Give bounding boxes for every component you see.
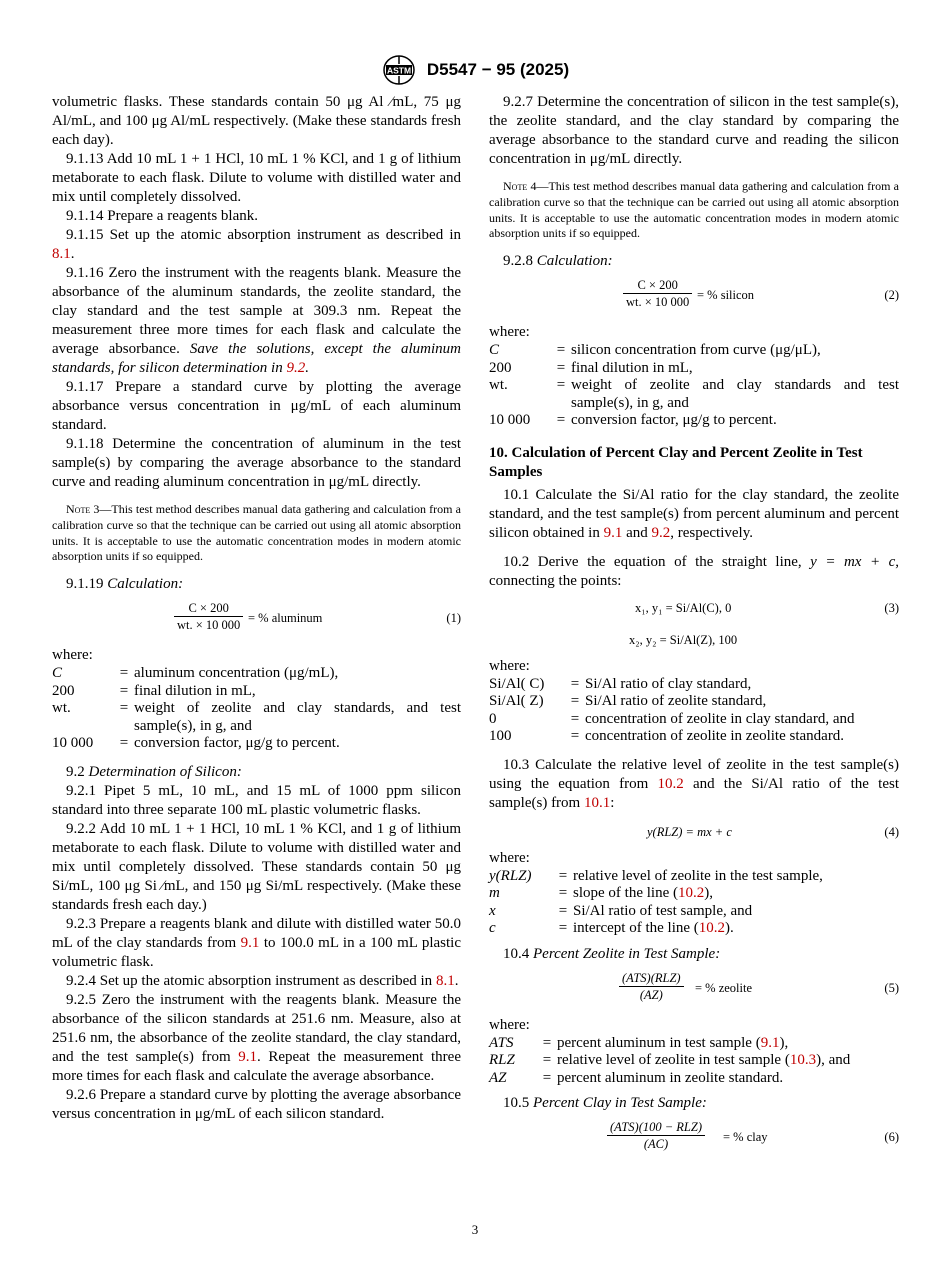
fraction: $\frac{C \times 200}{wt. \times 10 000}$ [623, 277, 692, 310]
paragraph-9-1-16: 9.1.16 Zero the instrument with the reagents blank. Measure the absorbance of the aluminum standards, the zeolite standard, the clay standard and the test sample at 309.3 nm. Repeat the measurement three more times for each flask and calculate the average absorbance. Save the solutions, except the aluminum standards, for silicon determination in 9.2. [52, 265, 461, 376]
section-link[interactable]: 9.2 [651, 524, 671, 541]
left-column [52, 93, 461, 1124]
definition-row: RLZ = relative level of zeolite in test sample (10.3), and [489, 1052, 851, 1069]
definitions-table [489, 676, 899, 746]
equation-number: (2) [884, 288, 899, 303]
paragraph-9-1-13: 9.1.13 Add 10 mL 1 + 1 HCl, 10 mL 1 % KCl, and 1 g of lithium metaborate to each flask. Dilute to volume with distilled water and mix until completely dissolved. [52, 151, 461, 205]
equation-number: (6) [884, 1130, 899, 1145]
paragraph-10-1: 10.1 Calculate the Si/Al ratio for the clay standard, the zeolite standard, and the test sample(s) from percent aluminum and percent silicon obtained in 9.1 and 9.2, respectively. [489, 486, 899, 541]
definitions-table [489, 342, 899, 430]
section-link[interactable]: 9.2 [286, 360, 306, 376]
section-link[interactable]: 10.3 [789, 1052, 817, 1069]
section-link[interactable]: 10.2 [657, 775, 684, 792]
equation-number: (4) [884, 824, 899, 839]
equation-number: (5) [884, 980, 899, 995]
equation-5: (ATS)(RLZ) (AZ) = % zeolite (5) [489, 968, 899, 1008]
paragraph-10-3: 10.3 Calculate the relative level of zeolite in the test sample(s) using the equation from 10.2 and the Si/Al ratio of the test sample(s) from 10.1: [489, 756, 899, 811]
section-link[interactable]: 10.2 [677, 885, 705, 902]
heading-9-2: 9.2 Determination of Silicon: [66, 763, 242, 780]
section-link[interactable]: 9.1 [760, 1034, 780, 1051]
definition-row: 0 = concentration of zeolite in clay standard, and [489, 710, 855, 727]
definition-row: m = slope of the line (10.2), [489, 885, 713, 902]
equation-number: (3) [884, 600, 899, 615]
paragraph-9-2-8: 9.2.8 Calculation: [503, 253, 613, 270]
fraction: $\frac{C \times 200}{wt. \times 10 000}$ [174, 600, 243, 633]
paragraph-9-2-3: 9.2.3 Prepare a reagents blank and dilute with distilled water 50.0 mL of the clay standards from 9.1 to 100.0 mL in a 100 mL plastic volumetric flask. [52, 915, 461, 970]
definition-row: Si/Al( C) = Si/Al ratio of clay standard, [489, 675, 752, 692]
definition-row: 10 000 = conversion factor, μg/g to percent. [52, 735, 340, 752]
svg-text:ASTM: ASTM [386, 65, 411, 76]
paragraph-9-2-1: 9.2.1 Pipet 5 mL, 10 mL, and 15 mL of 1000 ppm silicon standard into three separate 100 mL plastic volumetric flasks. [52, 782, 461, 818]
where-label: where: [52, 647, 93, 664]
section-link[interactable]: 9.1 [240, 934, 260, 951]
equation-1: $\frac{C \times 200}{wt. \times 10 000}$ = % aluminum (1) [52, 598, 461, 638]
equation-4: y(RLZ) = mx + c (4) [489, 821, 899, 841]
definitions-table [52, 665, 461, 753]
where-label: where: [489, 324, 530, 341]
definition-row: wt. = weight of zeolite and clay standards, and test sample(s), in g, and [52, 700, 461, 734]
equation-3a: x₁, y₁ = Si/Al(C), 0 (3) [489, 597, 899, 617]
note-4: Note 4—This test method describes manual data gathering and calculation from a calibration curve so that the technique can be carried out using all atomic absorption units. It is acceptable to use the automatic concentration modes in modern atomic absorption units if so equipped. [489, 179, 899, 241]
definition-row: C = aluminum concentration (μg/mL), [52, 665, 339, 682]
definition-row: x = Si/Al ratio of test sample, and [489, 902, 753, 919]
definition-row: 200 = final dilution in mL, [52, 682, 256, 699]
paragraph-9-1-15: 9.1.15 Set up the atomic absorption instrument as described in 8.1. [52, 227, 461, 262]
paragraph-10-4: 10.4 Percent Zeolite in Test Sample: [503, 945, 721, 962]
paragraph-9-1-18: 9.1.18 Determine the concentration of aluminum in the test sample(s) by comparing the average absorbance to the standard curve and reading aluminum concentration in μg/mL directly. [52, 436, 461, 490]
definition-row: wt. = weight of zeolite and clay standards and test sample(s), in g, and [489, 377, 899, 411]
definition-row: y(RLZ) = relative level of zeolite in the test sample, [489, 867, 823, 884]
astm-logo-icon [381, 54, 417, 86]
paragraph-9-1-14: 9.1.14 Prepare a reagents blank. [66, 208, 259, 224]
paragraph-9-2-5: 9.2.5 Zero the instrument with the reagents blank. Measure the absorbance of the silicon standards at 251.6 nm. Measure, also at 251.6 nm, the absorbance of the zeolite standard, the clay standard, and the test sample(s) from 9.1. Repeat the measurement three more times for each flask and calculate the average absorbance. [52, 991, 461, 1084]
paragraph-9-2-7: 9.2.7 Determine the concentration of silicon in the test sample(s), the zeolite standard, and the clay standard by comparing the average absorbance to the standard curve and reading the silicon concentration in μg/mL directly. [489, 94, 899, 167]
where-label: where: [489, 1016, 530, 1033]
fraction: (ATS)(RLZ) (AZ) [619, 970, 684, 1003]
equation-6: (ATS)(100 − RLZ) (AC) = % clay (6) [489, 1117, 899, 1157]
section-link[interactable]: 10.2 [698, 920, 726, 937]
paragraph-9-2-4: 9.2.4 Set up the atomic absorption instrument as described in 8.1. [66, 972, 459, 989]
header [0, 54, 950, 86]
fraction: (ATS)(100 − RLZ) (AC) [607, 1119, 705, 1152]
page-number: 3 [471, 1222, 479, 1237]
definition-row: 100 = concentration of zeolite in zeolite standard. [489, 728, 845, 745]
equation-number: (1) [446, 611, 461, 626]
definition-row: C = silicon concentration from curve (μg/μL), [489, 342, 821, 359]
definition-row: Si/Al( Z) = Si/Al ratio of zeolite standard, [489, 693, 767, 710]
equation-3b: x₂, y₂ = Si/Al(Z), 100 [629, 632, 738, 647]
definition-row: c = intercept of the line (10.2). [489, 920, 734, 937]
section-link[interactable]: 8.1 [52, 246, 71, 262]
where-label: where: [489, 657, 530, 674]
section-link[interactable]: 9.1 [603, 524, 623, 541]
paragraph-9-1-17: 9.1.17 Prepare a standard curve by plotting the average absorbance versus concentration in μg/mL of each aluminum standard. [52, 379, 461, 433]
paragraph-9-1-19: 9.1.19 Calculation: [66, 576, 184, 593]
section-link[interactable]: 8.1 [435, 972, 455, 989]
section-link[interactable]: 10.1 [583, 794, 611, 811]
definition-row: ATS = percent aluminum in test sample (9.1), [489, 1034, 789, 1051]
section-link[interactable]: 9.1 [238, 1048, 257, 1065]
definition-row: 10 000 = conversion factor, μg/g to percent. [489, 412, 777, 429]
definition-row: 200 = final dilution in mL, [489, 359, 693, 376]
paragraph: volumetric flasks. These standards contain 50 μg Al ⁄mL, 75 μg Al/mL, and 100 μg Al/mL respectively. (Make these standards fresh each day). [52, 94, 461, 148]
paragraph-10-5: 10.5 Percent Clay in Test Sample: [503, 1095, 707, 1112]
right-column [489, 93, 899, 1161]
definition-row: AZ = percent aluminum in zeolite standard. [489, 1069, 784, 1086]
note-3: Note 3—This test method describes manual data gathering and calculation from a calibration curve so that the technique can be carried out using all atomic absorption units. It is acceptable to use the automatic concentration modes in modern atomic absorption units if so equipped. [52, 502, 461, 564]
paragraph-10-2: 10.2 Derive the equation of the straight line, y = mx + c, connecting the points: [489, 553, 899, 589]
paragraph-9-2-2: 9.2.2 Add 10 mL 1 + 1 HCl, 10 mL 1 % KCl, and 1 g of lithium metaborate to each flask. Dilute to volume with distilled water and mix until completely dissolved. These standards contain 50 μg Si/mL, 100 μg Si ⁄mL, and 150 μg Si/mL respectively. (Make these standards fresh each day.) [52, 820, 461, 913]
definitions-table [489, 868, 899, 938]
where-label: where: [489, 849, 530, 866]
document-code: D5547 − 95 (2025) [426, 60, 570, 79]
definitions-table [489, 1035, 899, 1088]
equation-2: $\frac{C \times 200}{wt. \times 10 000}$ = % silicon (2) [489, 275, 899, 315]
paragraph-9-2-6: 9.2.6 Prepare a standard curve by plotting the average absorbance versus concentration in μg/mL of each silicon standard. [52, 1086, 461, 1122]
section-heading-10: 10. Calculation of Percent Clay and Percent Zeolite in Test Samples [489, 444, 863, 480]
